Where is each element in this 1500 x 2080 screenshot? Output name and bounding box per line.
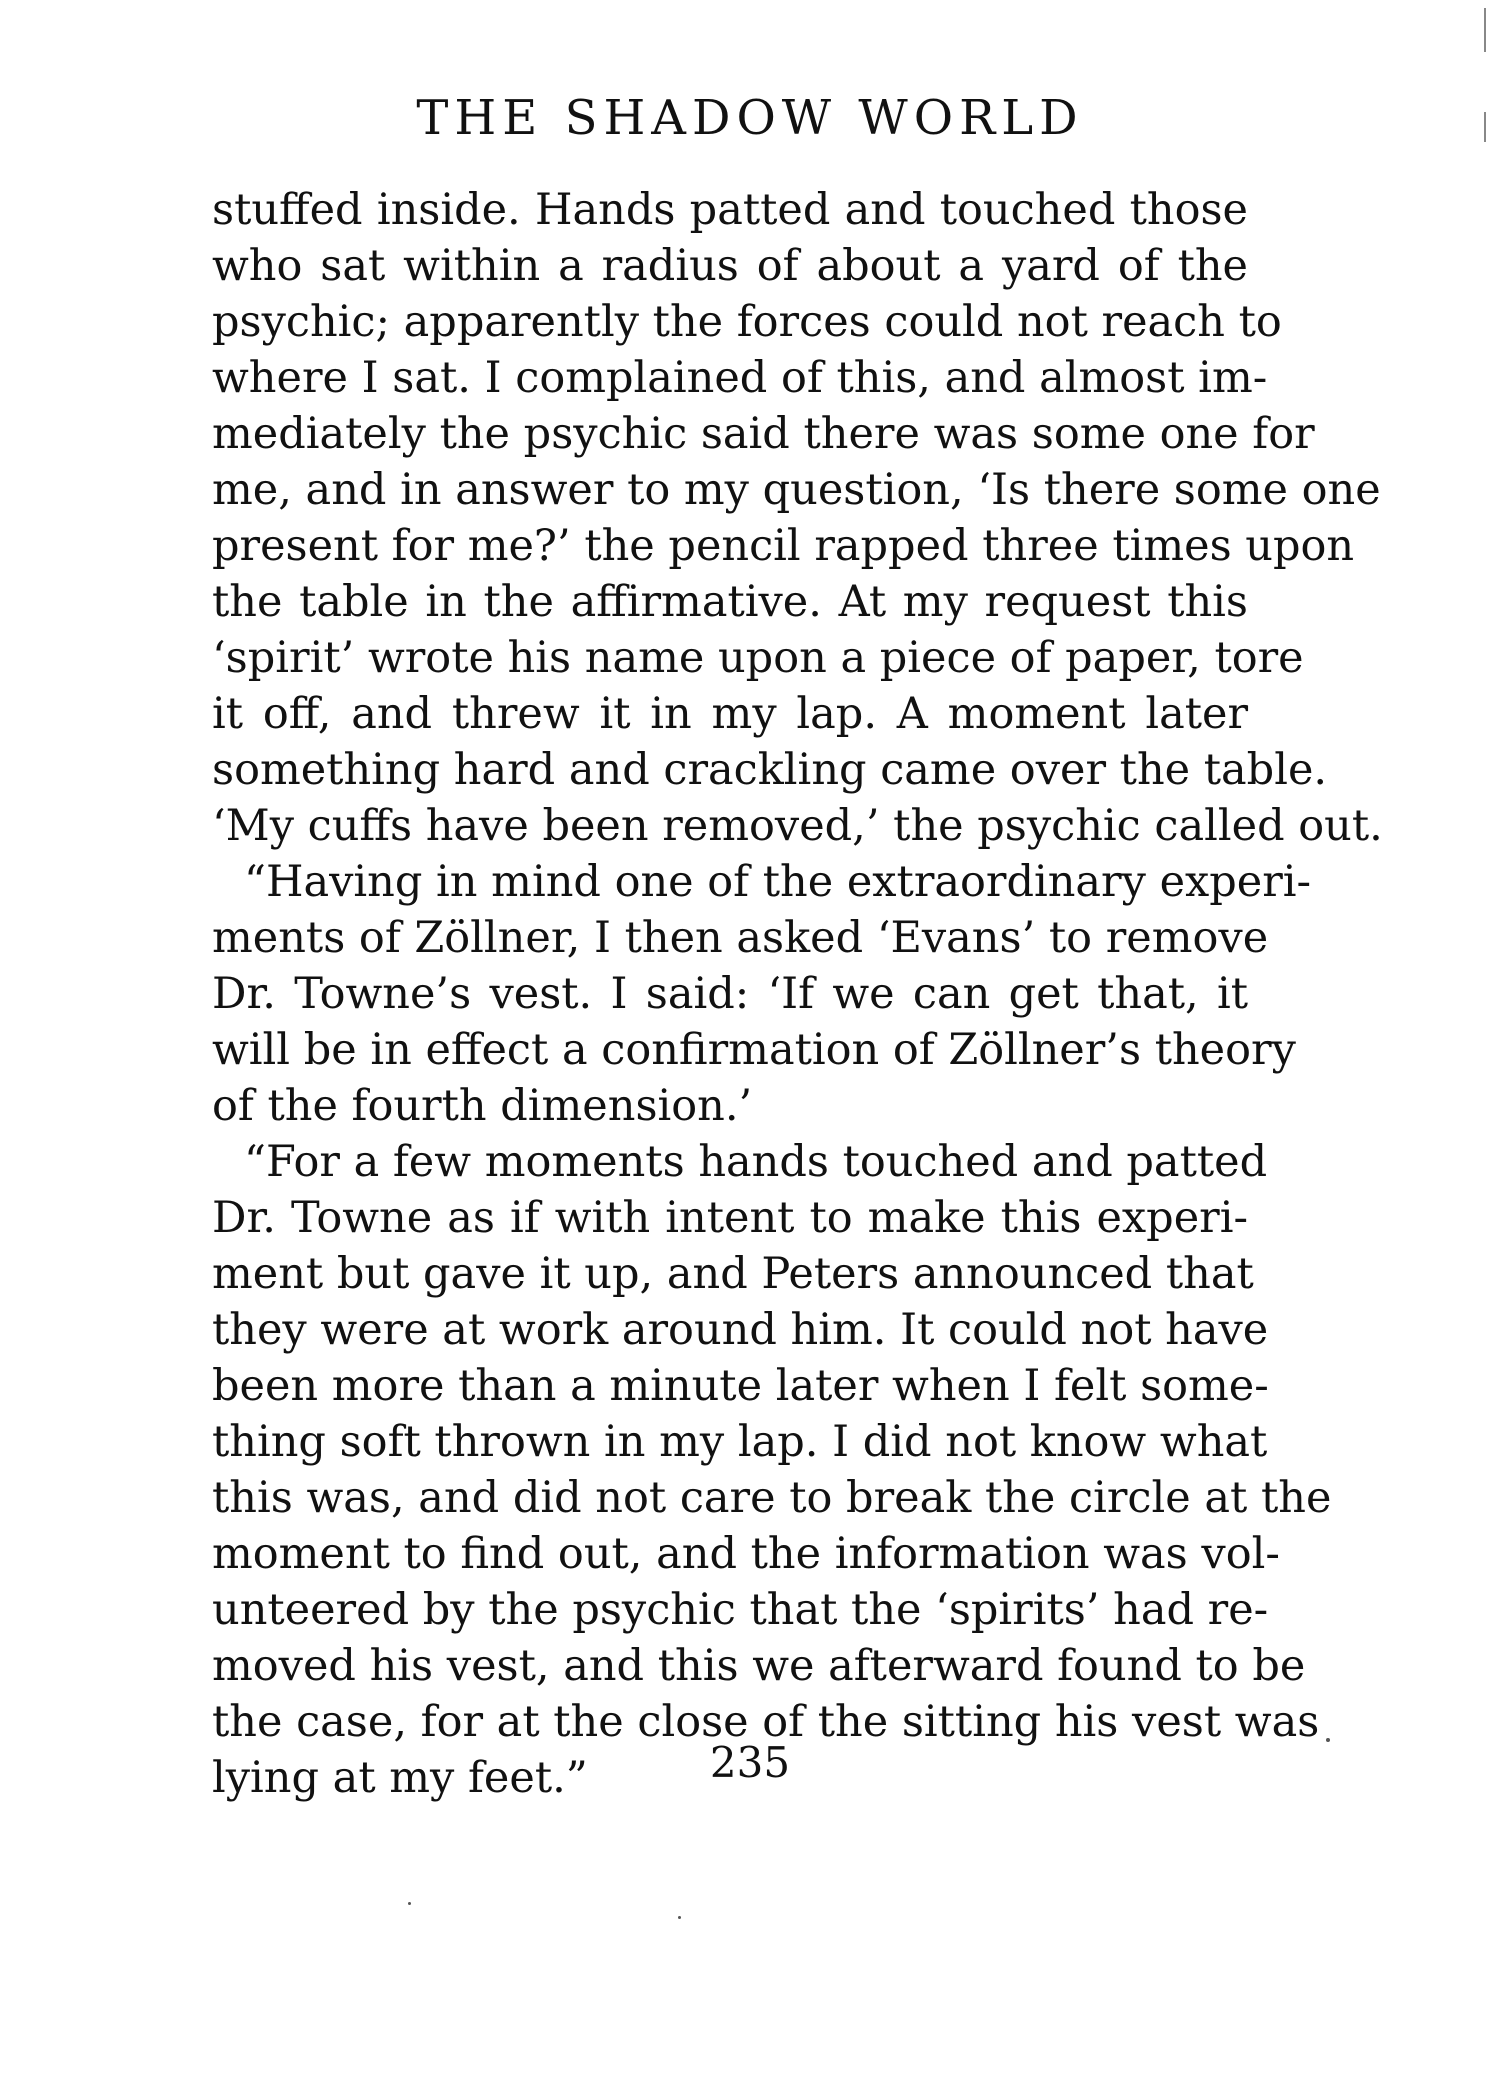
text-line: me, and in answer to my question, ‘Is there some one (212, 465, 1381, 515)
text-line: been more than a minute later when I felt some- (212, 1361, 1269, 1411)
text-line: the table in the affirmative. At my request this (212, 577, 1248, 627)
scan-speck (678, 1916, 681, 1919)
text-line: who sat within a radius of about a yard of the (212, 241, 1248, 291)
text-line: where I sat. I complained of this, and almost im- (212, 353, 1268, 403)
text-line: they were at work around him. It could not have (212, 1305, 1269, 1355)
text-line: something hard and crackling came over the table. (212, 745, 1328, 795)
scan-speck (408, 1902, 411, 1905)
scan-speck (1326, 1738, 1330, 1742)
page-number: 235 (709, 1738, 791, 1787)
text-line: of the fourth dimension.’ (212, 1081, 753, 1131)
text-line: ‘spirit’ wrote his name upon a piece of paper, tore (212, 633, 1304, 683)
text-line: moment to find out, and the information was vol- (212, 1529, 1280, 1579)
text-line: will be in effect a confirmation of Zöllner’s theory (212, 1025, 1296, 1075)
text-line: it off, and threw it in my lap. A moment later (212, 689, 1248, 739)
scan-edge-mark (1484, 8, 1486, 52)
text-line: psychic; apparently the forces could not reach to (212, 297, 1282, 347)
text-line: Dr. Towne’s vest. I said: ‘If we can get that, it (212, 969, 1248, 1019)
text-line: stuffed inside. Hands patted and touched those (212, 185, 1248, 235)
text-line: “For a few moments hands touched and patted (244, 1137, 1268, 1187)
text-line: ments of Zöllner, I then asked ‘Evans’ to remove (212, 913, 1269, 963)
text-line: ‘My cuffs have been removed,’ the psychic called out. (212, 801, 1383, 851)
text-line: the case, for at the close of the sitting his vest was (212, 1697, 1320, 1747)
text-line: ment but gave it up, and Peters announced that (212, 1249, 1254, 1299)
scan-edge-mark (1484, 112, 1486, 142)
text-line: mediately the psychic said there was some one for (212, 409, 1315, 459)
text-line: this was, and did not care to break the circle at the (212, 1473, 1332, 1523)
text-line: Dr. Towne as if with intent to make this experi- (212, 1193, 1248, 1243)
running-head: THE SHADOW WORLD (416, 90, 1084, 146)
text-line: present for me?’ the pencil rapped three times upon (212, 521, 1355, 571)
text-line: thing soft thrown in my lap. I did not know what (212, 1417, 1268, 1467)
body-text (212, 182, 1383, 1806)
text-line: lying at my feet.” (212, 1753, 588, 1803)
text-line: moved his vest, and this we afterward found to be (212, 1641, 1306, 1691)
text-line: “Having in mind one of the extraordinary experi- (244, 857, 1312, 907)
text-line: unteered by the psychic that the ‘spirits’ had re- (212, 1585, 1269, 1635)
